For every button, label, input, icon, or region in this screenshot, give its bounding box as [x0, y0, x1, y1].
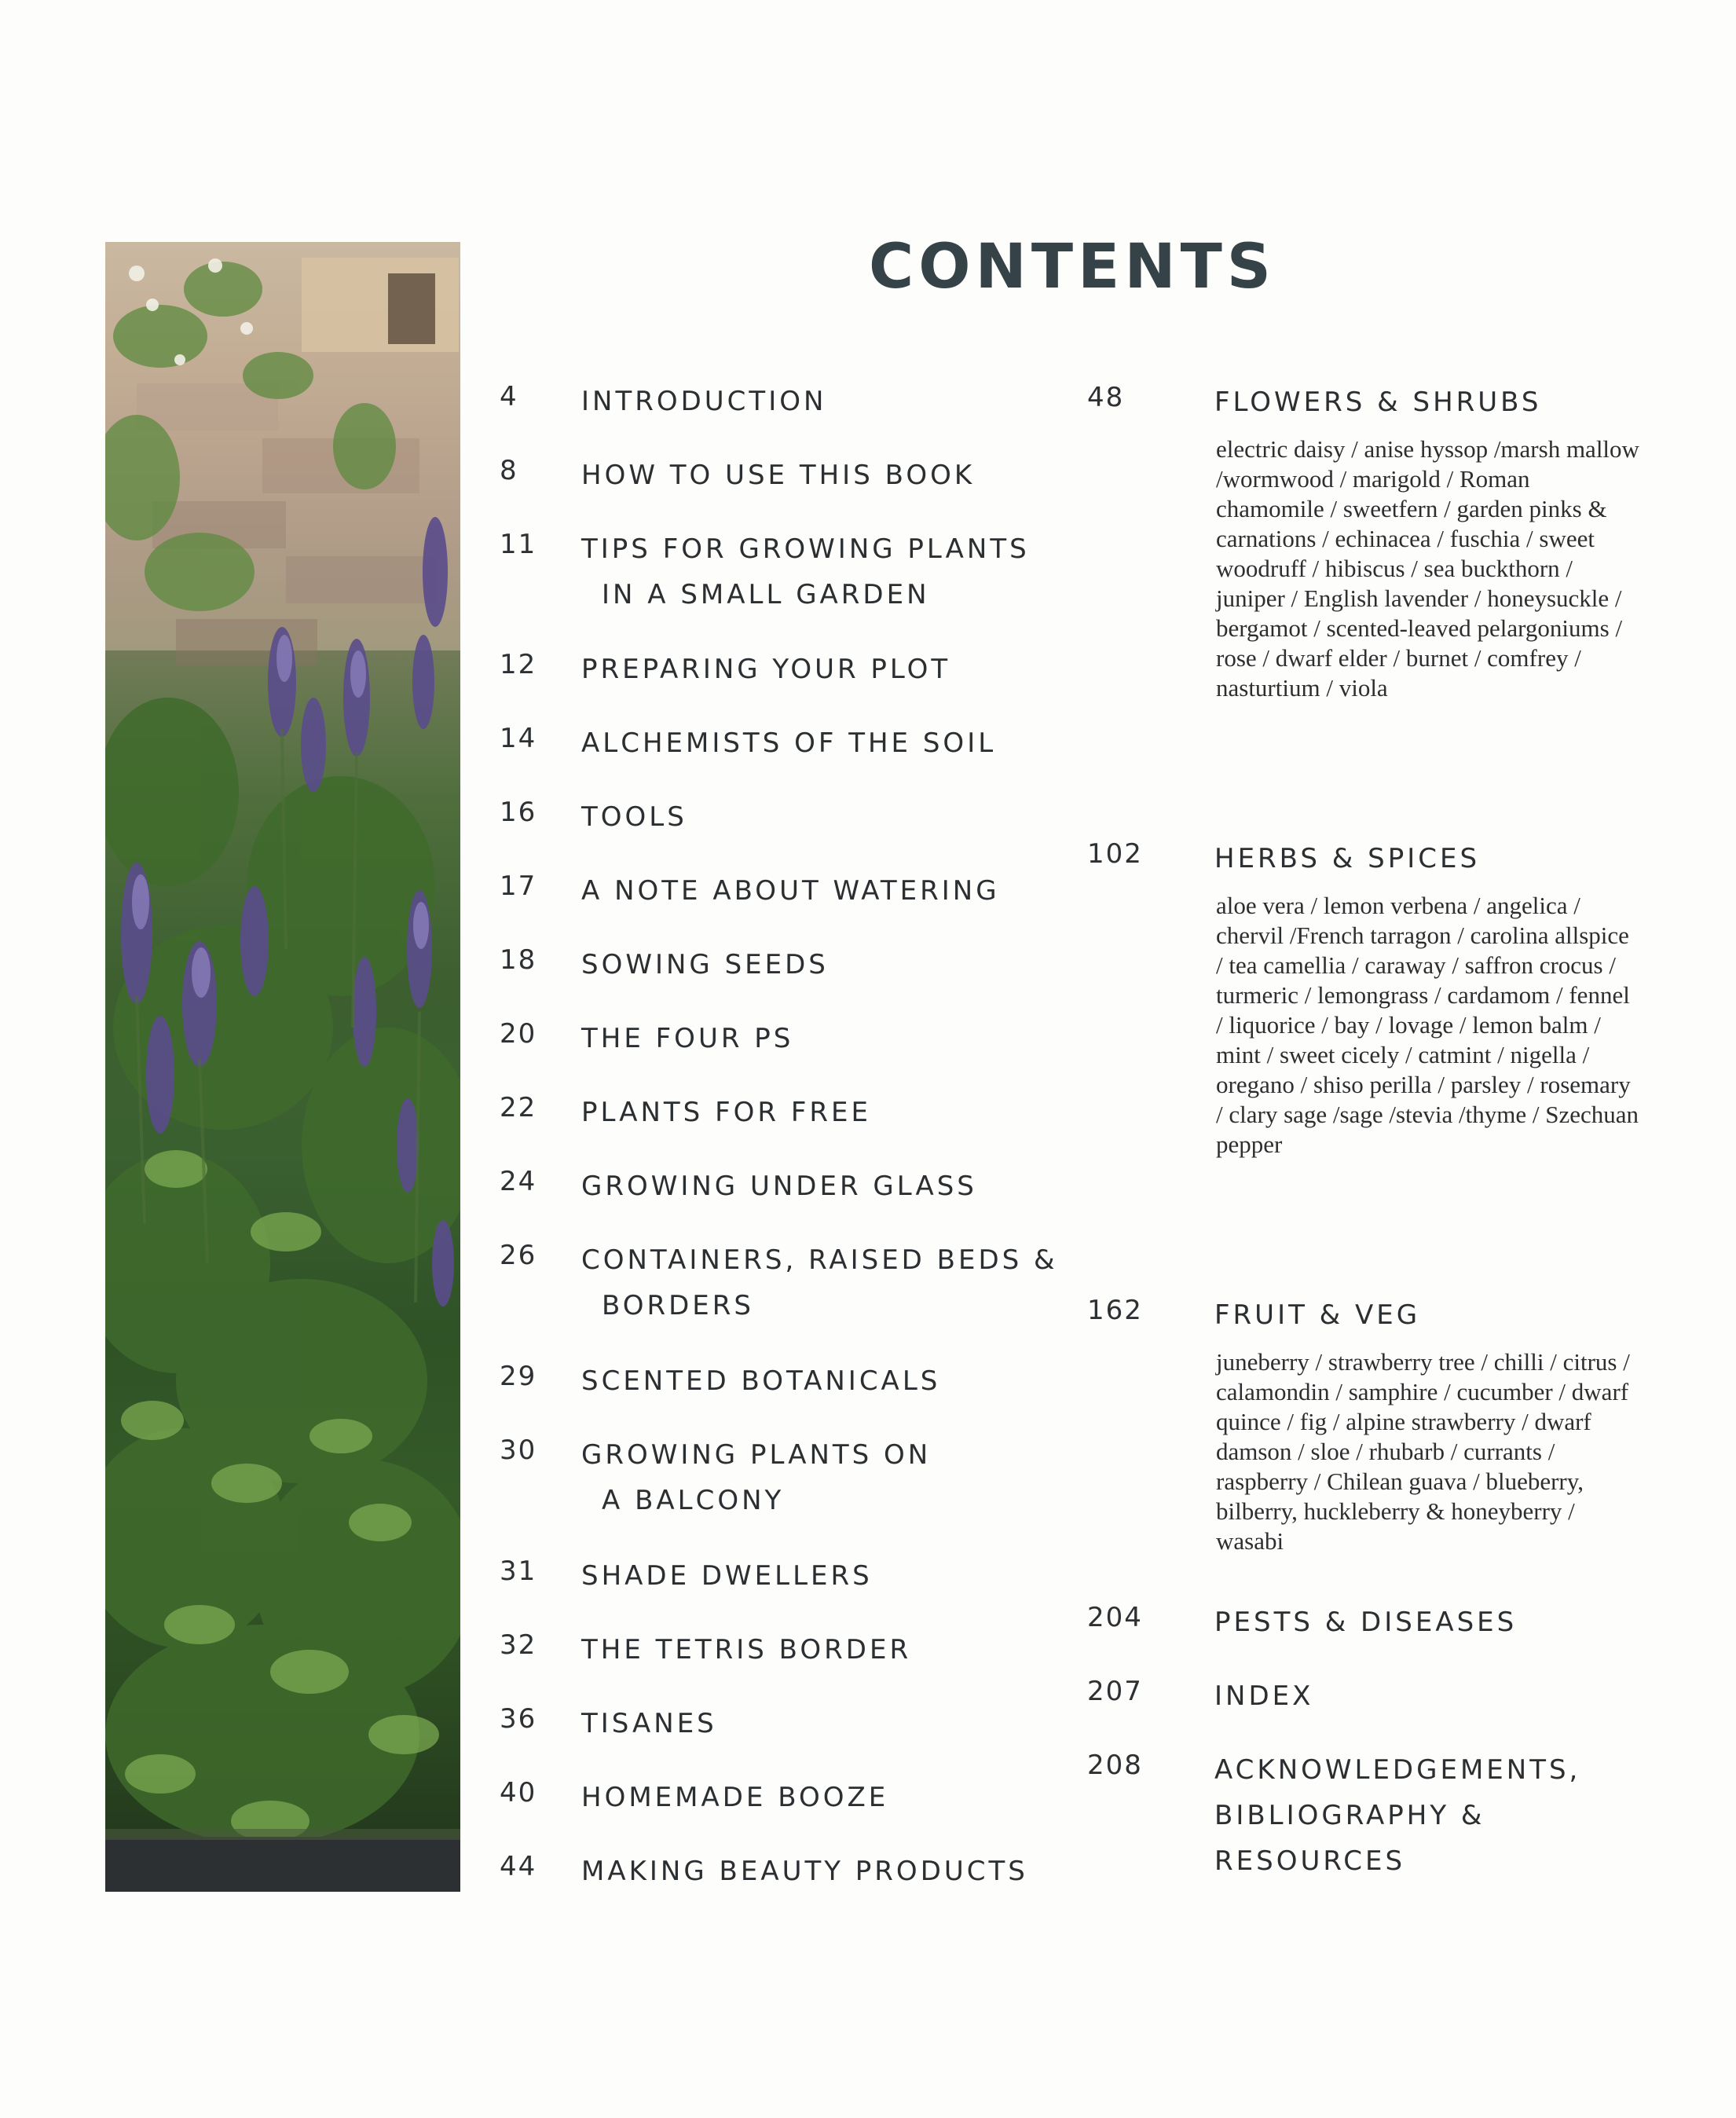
page-number: 48: [1087, 382, 1125, 413]
page-number: 44: [500, 1851, 537, 1882]
chapter-title: ALCHEMISTS OF THE SOIL: [581, 727, 997, 759]
page-number: 14: [500, 723, 537, 754]
chapter-title: PLANTS FOR FREE: [581, 1097, 871, 1128]
chapter-title: TIPS FOR GROWING PLANTS IN A SMALL GARDEN: [581, 533, 1030, 610]
section-plant-list: aloe vera / lemon verbena / angelica / chervil /French tarragon / carolina allspice / tea camellia / caraway / saffron crocus / turmeric / lemongrass / cardamom / fennel / liquorice / bay / lovage / lemon balm / mint / sweet cicely / catmint / nigella / oregano / shiso perilla / parsley / rosemary / clary sage /sage /stevia /thyme / Szechuan pepper: [1216, 892, 1639, 1158]
section-plant-list: electric daisy / anise hyssop /marsh mallow /wormwood / marigold / Roman chamomile / sweetfern / garden pinks & carnations / echinacea / fuschia / sweet woodruff / hibiscus / sea buckthorn / juniper / English lavender / honeysuckle / bergamot / scented-leaved pelargoniums / rose / dwarf elder / burnet / comfrey / nasturtium / viola: [1216, 435, 1639, 702]
page-number: 17: [500, 870, 537, 902]
chapter-title: SOWING SEEDS: [581, 949, 829, 980]
section-title: FRUIT & VEG: [1214, 1299, 1421, 1331]
chapter-title: GROWING UNDER GLASS: [581, 1171, 977, 1202]
page-number: 11: [500, 529, 537, 560]
section-title: FLOWERS & SHRUBS: [1214, 387, 1542, 418]
page-number: 30: [500, 1435, 537, 1466]
chapter-title: THE FOUR PS: [581, 1023, 794, 1054]
page-number: 22: [500, 1092, 537, 1123]
section-title: INDEX: [1214, 1680, 1314, 1712]
chapter-title: HOW TO USE THIS BOOK: [581, 460, 976, 491]
page-number: 12: [500, 649, 537, 680]
section-title: ACKNOWLEDGEMENTS, BIBLIOGRAPHY & RESOURCES: [1214, 1754, 1581, 1877]
page-number: 29: [500, 1361, 537, 1392]
page-number: 40: [500, 1777, 537, 1808]
garden-photo: [105, 242, 460, 1892]
page-number: 207: [1087, 1676, 1143, 1707]
page-number: 4: [500, 381, 518, 412]
chapter-title: PREPARING YOUR PLOT: [581, 654, 951, 685]
page-title: CONTENTS: [869, 232, 1276, 302]
section-title: PESTS & DISEASES: [1214, 1607, 1518, 1638]
chapter-title: MAKING BEAUTY PRODUCTS: [581, 1856, 1028, 1887]
page-number: 24: [500, 1166, 537, 1197]
page-number: 8: [500, 455, 518, 486]
chapter-title: GROWING PLANTS ON A BALCONY: [581, 1439, 932, 1516]
page-number: 102: [1087, 838, 1143, 870]
page-number: 20: [500, 1018, 537, 1050]
garden-photo-illustration: [105, 242, 460, 1892]
page-number: 208: [1087, 1750, 1143, 1781]
chapter-title: INTRODUCTION: [581, 386, 827, 417]
page-number: 32: [500, 1629, 537, 1661]
section-title: HERBS & SPICES: [1214, 843, 1481, 874]
page-number: 36: [500, 1703, 537, 1735]
page-number: 162: [1087, 1295, 1143, 1326]
page-number: 26: [500, 1240, 537, 1271]
chapter-title: HOMEMADE BOOZE: [581, 1782, 889, 1813]
page-number: 31: [500, 1556, 537, 1587]
chapter-title: SCENTED BOTANICALS: [581, 1365, 941, 1397]
page-number: 16: [500, 797, 537, 828]
page-number: 18: [500, 944, 537, 976]
chapter-title: A NOTE ABOUT WATERING: [581, 875, 1000, 907]
chapter-title: TISANES: [581, 1708, 717, 1739]
chapter-title: CONTAINERS, RAISED BEDS & BORDERS: [581, 1244, 1058, 1321]
chapter-title: THE TETRIS BORDER: [581, 1634, 912, 1665]
page-number: 204: [1087, 1602, 1143, 1633]
section-plant-list: juneberry / strawberry tree / chilli / citrus / calamondin / samphire / cucumber / dwarf quince / fig / alpine strawberry / dwarf damson / sloe / rhubarb / currants / raspberry / Chilean guava / blueberry, bilberry, huckleberry & honeyberry / wasabi: [1216, 1348, 1630, 1555]
chapter-title: TOOLS: [581, 801, 687, 833]
chapter-title: SHADE DWELLERS: [581, 1560, 873, 1592]
